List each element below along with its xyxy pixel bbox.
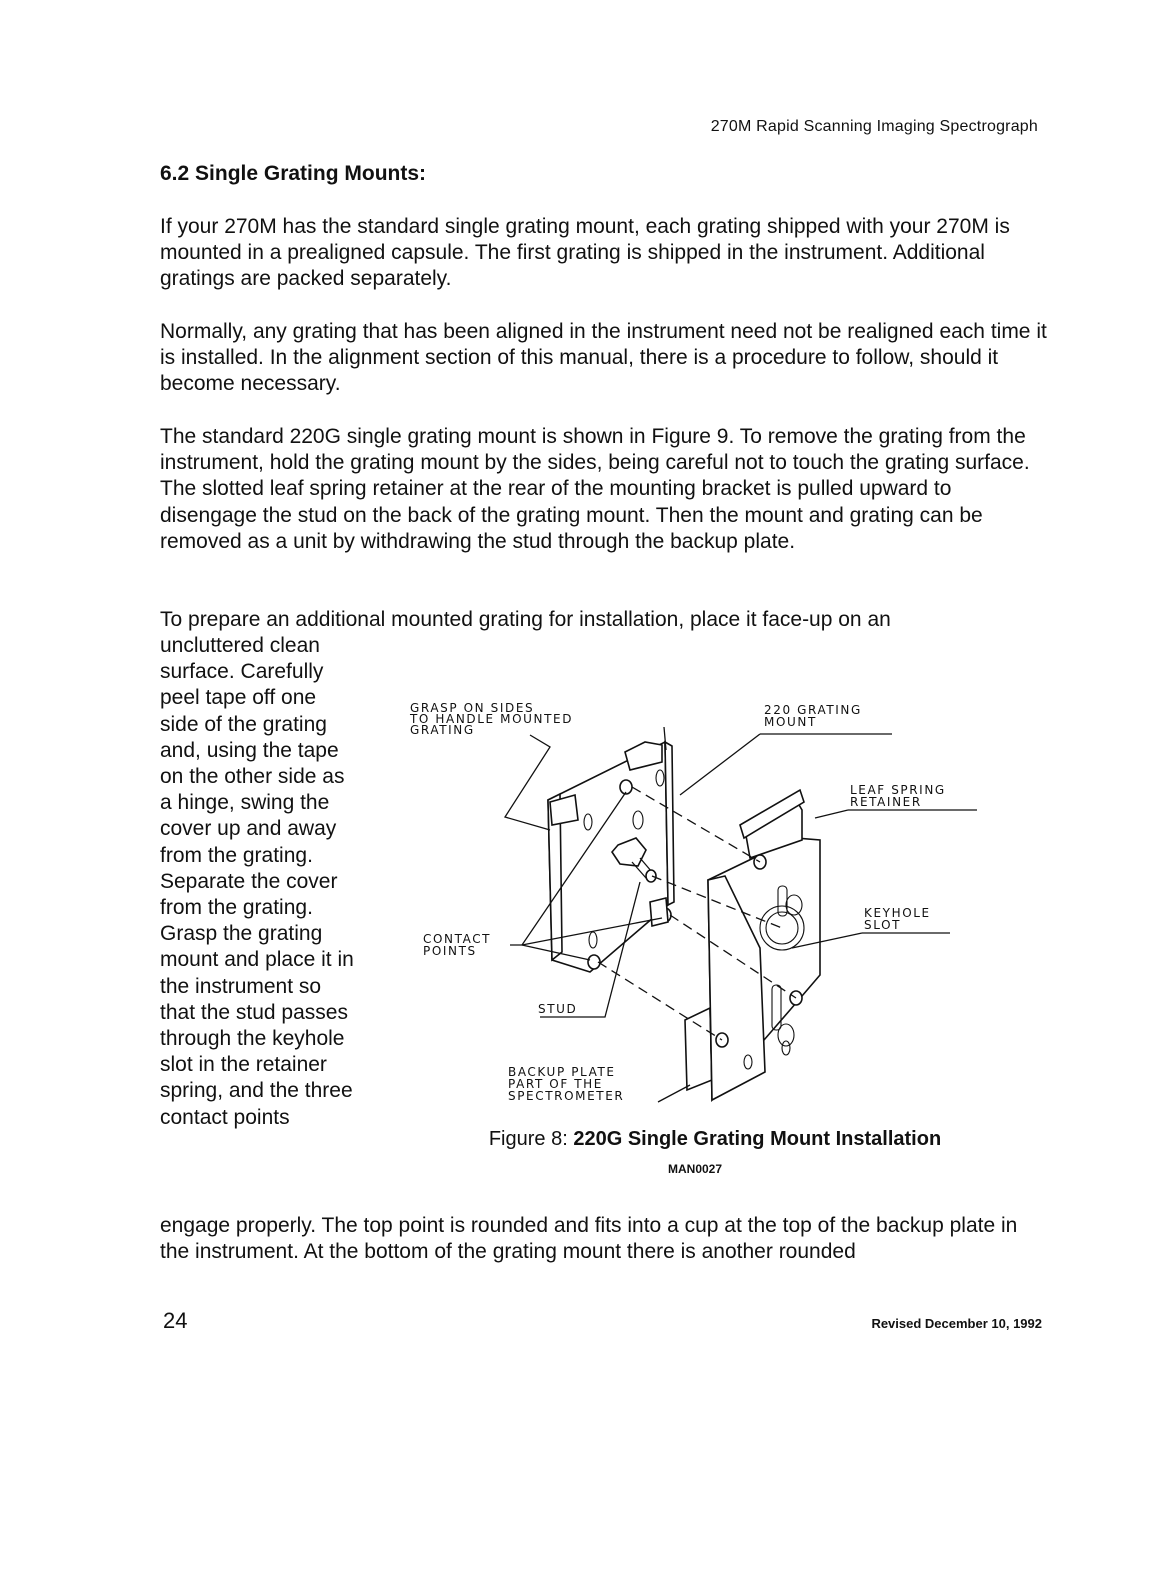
section-heading: 6.2 Single Grating Mounts: xyxy=(160,162,427,185)
label-stud: STUD xyxy=(538,1002,578,1016)
label-grasp-3: GRATING xyxy=(410,723,475,737)
figure-caption-prefix: Figure 8: xyxy=(488,1128,568,1150)
running-header: 270M Rapid Scanning Imaging Spectrograph xyxy=(710,118,1038,135)
label-contact-1: CONTACT xyxy=(423,932,492,946)
figure-caption-title: 220G Single Grating Mount Installation xyxy=(573,1128,942,1150)
diagram-labels xyxy=(409,701,946,1103)
paragraph-5: engage properly. The top point is rounded and fits into a cup at the top of the backup plate in the instrument. At the bottom of the grating mount there is another rounded xyxy=(160,1214,1018,1264)
paragraph-4-first-line: To prepare an additional mounted grating for installation, place it face-up on an xyxy=(160,608,891,631)
label-keyhole-2: SLOT xyxy=(864,918,902,932)
paragraph-1: If your 270M has the standard single grating mount, each grating shipped with your 270M is mounted in a prealigned capsule. The first grating is shipped in the instrument. Additional gratings are packed separately. xyxy=(160,215,1010,291)
label-leaf-1: LEAF SPRING xyxy=(850,783,946,797)
label-leaf-2: RETAINER xyxy=(850,795,922,809)
paragraph-2: Normally, any grating that has been aligned in the instrument need not be realigned each time it is installed. In the alignment section of this manual, there is a procedure to follow, should it become necessary. xyxy=(160,320,1047,396)
label-keyhole-1: KEYHOLE xyxy=(864,906,931,920)
revision-date: Revised December 10, 1992 xyxy=(871,1316,1042,1331)
label-backup-3: SPECTROMETER xyxy=(508,1089,625,1103)
figure-caption xyxy=(415,1128,1015,1151)
label-contact-2: POINTS xyxy=(423,944,477,958)
page-number: 24 xyxy=(163,1308,188,1333)
label-grasp-2: TO HANDLE MOUNTED xyxy=(410,712,574,726)
grating-mount-drawing xyxy=(548,742,674,972)
paragraph-4-wrapped-column: uncluttered clean surface. Carefully peel tape off one side of the grating and, using the tape on the other side as a hinge, swing the cover up and away from the grating. Separate the cover from the grating. Grasp the grating mount and place it in the instrument so that the stud passes through the keyhole slot in the retainer spring, and the three contact points xyxy=(160,634,354,1129)
label-mount-2: MOUNT xyxy=(764,715,817,729)
label-backup-1: BACKUP PLATE xyxy=(508,1065,616,1079)
label-backup-2: PART OF THE xyxy=(508,1077,603,1091)
figure-id: MAN0027 xyxy=(667,1162,723,1176)
label-mount-1: 220 GRATING xyxy=(764,703,862,717)
grating-mount-diagram xyxy=(400,690,1000,1110)
label-grasp-1: GRASP ON SIDES xyxy=(410,701,535,715)
paragraph-3: The standard 220G single grating mount is shown in Figure 9. To remove the grating from the instrument, hold the grating mount by the sides, being careful not to touch the grating surface. The slotted leaf spring retainer at the rear of the mounting bracket is pulled upward to disengage the stud on the back of the grating mount. Then the mount and grating can be removed as a unit by withdrawing the stud through the backup plate. xyxy=(160,425,1030,553)
